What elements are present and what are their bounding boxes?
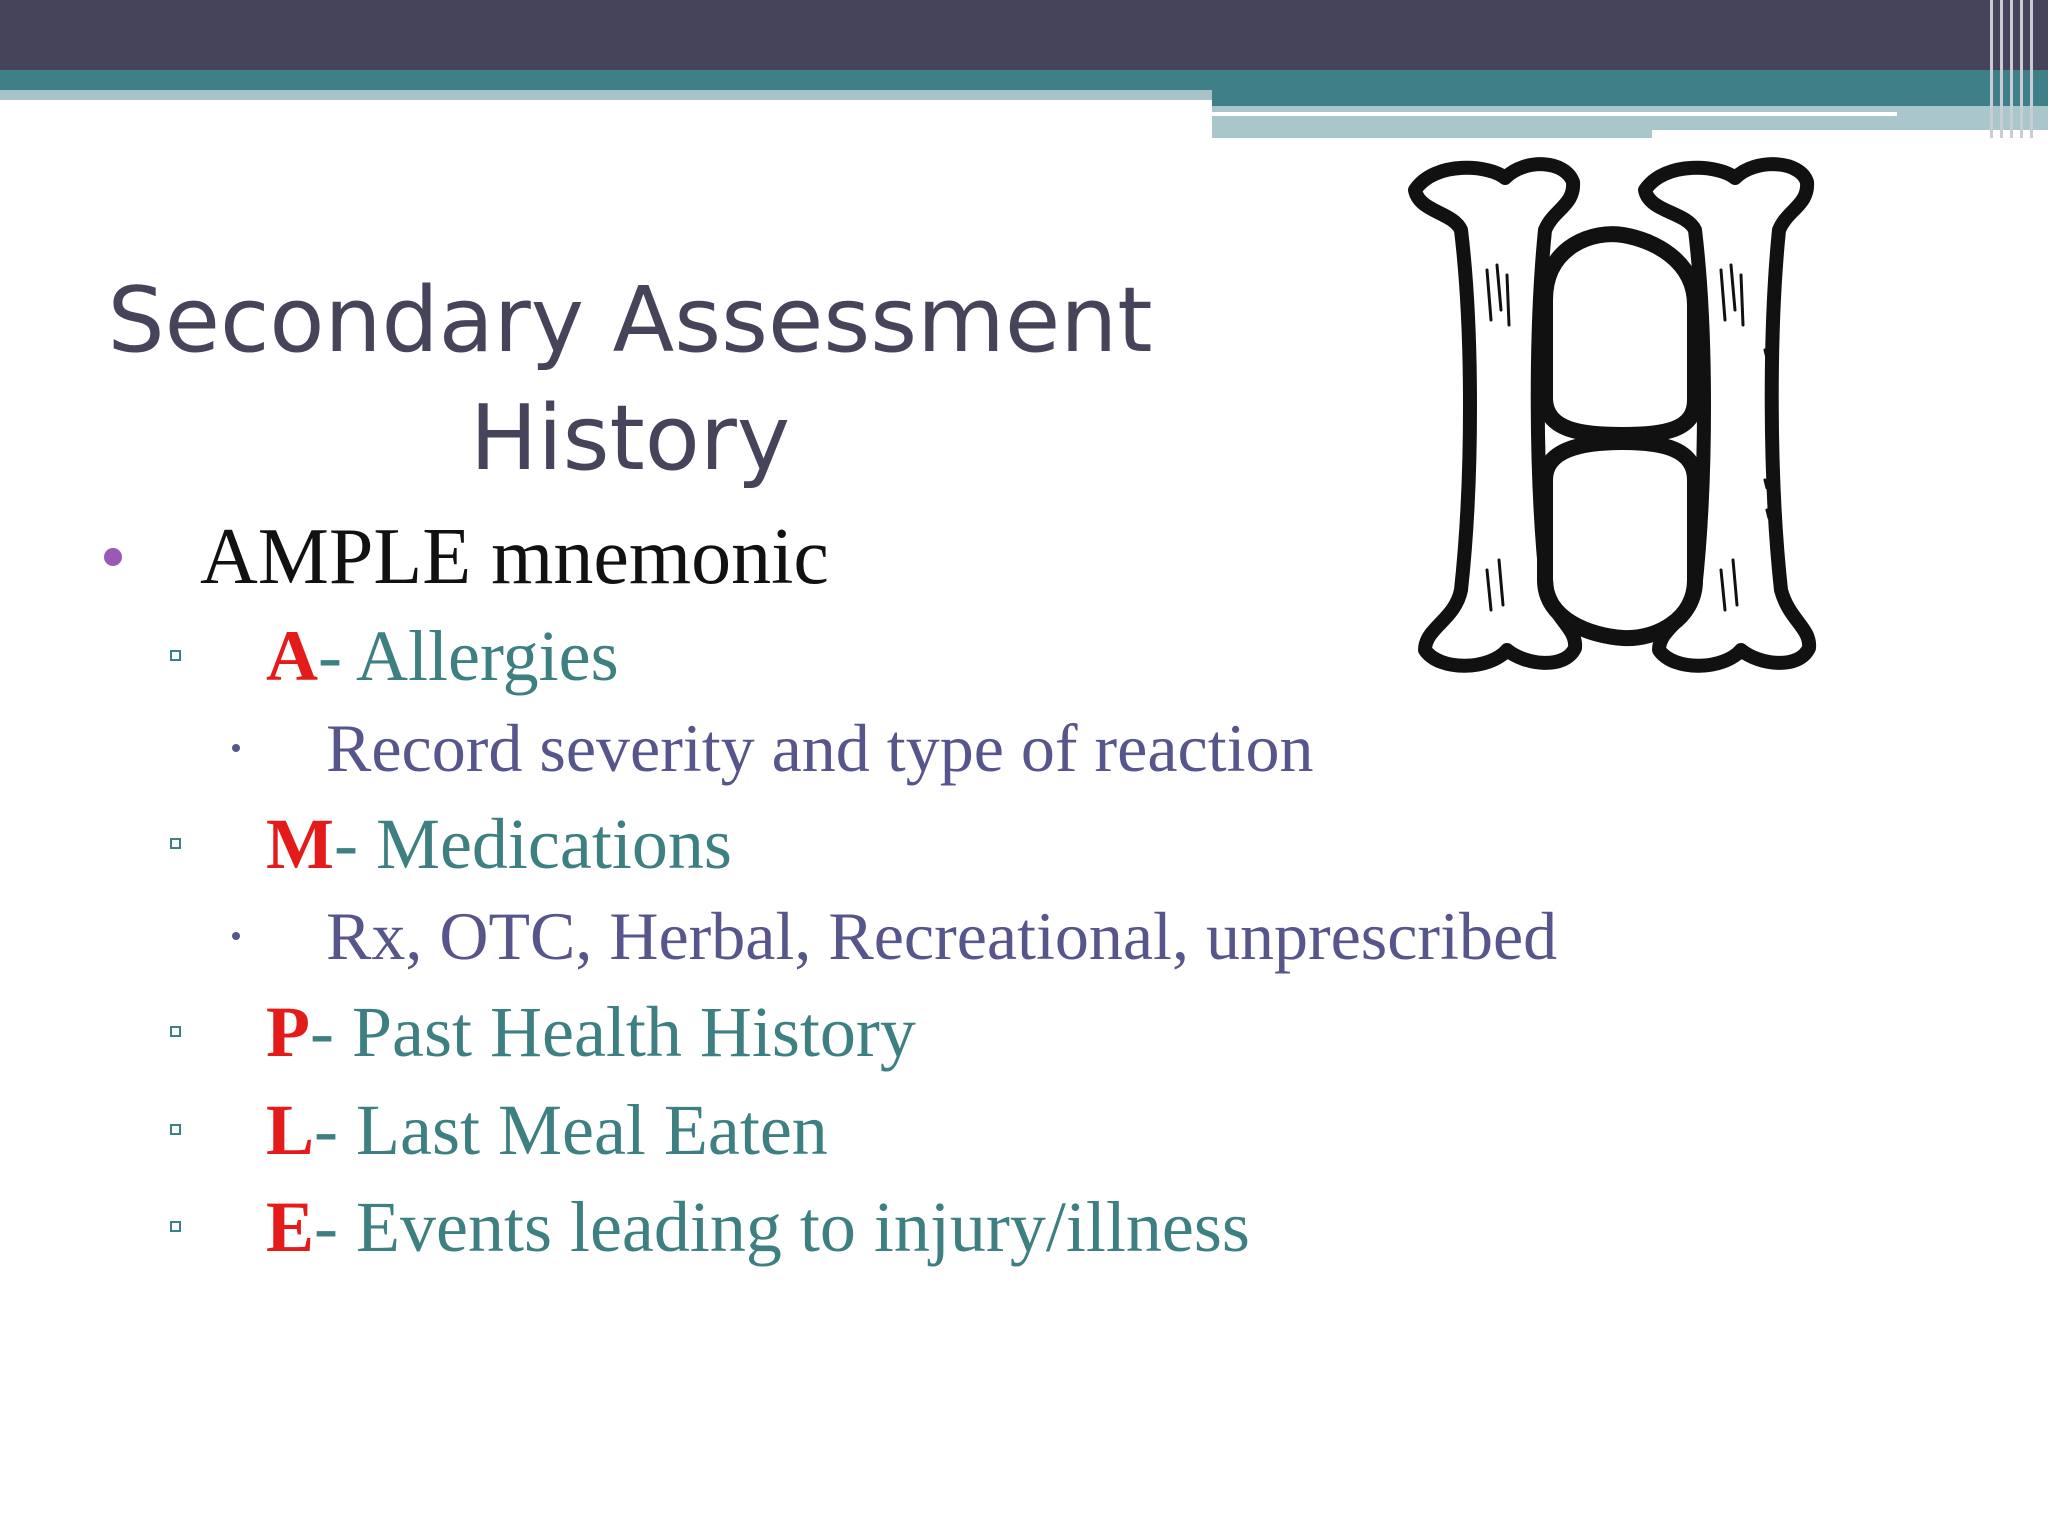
mnemonic-text: - Events leading to injury/illness [314,1187,1250,1267]
header-divider-line [1212,112,1897,116]
list-item-medications [266,802,732,886]
mnemonic-text: - Medications [333,804,732,884]
main-bullet-dot [104,548,122,566]
detail-bullet-dot [232,932,240,940]
header-step [1652,130,2048,138]
mnemonic-letter: M [266,804,334,884]
header-band-pale-left [0,90,1212,100]
header-stripe [2000,0,2003,138]
list-item-last-meal [266,1088,828,1172]
main-bullet-text: AMPLE mnemonic [200,513,829,601]
ornamental-letter-h-icon [1395,150,1835,690]
sub-bullet-square [170,650,181,661]
header-band-dark [0,0,2048,70]
mnemonic-letter: E [266,1187,315,1267]
detail-bullet-dot [232,744,240,752]
slide-title [60,262,1200,498]
sub-bullet-square [170,838,181,849]
slide-title-line1: Secondary Assessment [107,268,1153,373]
header-stripe [1990,0,1993,138]
list-item-medications-detail: Rx, OTC, Herbal, Recreational, unprescribed [326,898,1558,974]
header-stripe [2020,0,2023,138]
header-band-teal-right [1212,90,2048,106]
mnemonic-text: - Past Health History [309,992,916,1072]
sub-bullet-square [170,1124,181,1135]
mnemonic-text: - Allergies [318,616,619,696]
sub-bullet-square [170,1026,181,1037]
mnemonic-text: - Last Meal Eaten [314,1090,828,1170]
header-band-teal [0,70,2048,90]
sub-bullet-square [170,1221,181,1232]
list-item-events [266,1185,1250,1269]
mnemonic-letter: L [266,1090,315,1170]
mnemonic-letter: P [266,992,310,1072]
list-item-past-health-history [266,990,916,1074]
list-item-allergies [266,614,619,698]
mnemonic-letter: A [266,616,318,696]
list-item-allergies-detail: Record severity and type of reaction [326,710,1314,786]
slide-title-line2: History [469,386,791,491]
header-stripe [2030,0,2033,138]
header-stripe [2010,0,2013,138]
